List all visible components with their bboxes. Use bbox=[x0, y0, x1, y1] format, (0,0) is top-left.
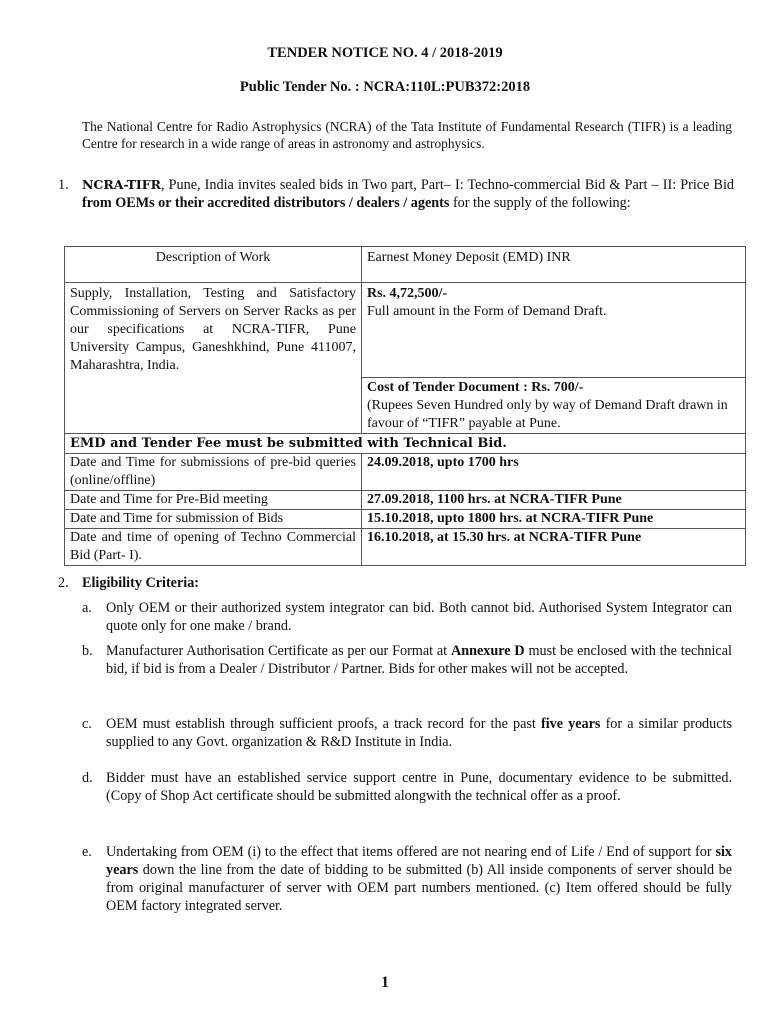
item-1-bold-text: from OEMs or their accredited distributors / dealers / agents bbox=[82, 195, 450, 211]
doc-cost: Cost of Tender Document : Rs. 700/- bbox=[367, 380, 584, 395]
row-value: 15.10.2018, upto 1800 hrs. at NCRA-TIFR Pune bbox=[362, 510, 746, 529]
emd-cell bbox=[362, 283, 746, 378]
table-header-row bbox=[65, 247, 746, 283]
table-row-emd-fee bbox=[65, 434, 746, 454]
row-label: Date and Time for Pre-Bid meeting bbox=[65, 491, 362, 510]
item-1 bbox=[58, 176, 734, 212]
item-1-text-b: for the supply of the following: bbox=[449, 195, 631, 211]
criteria-b-text-a: Manufacturer Authorisation Certificate as per our Format at bbox=[106, 643, 451, 659]
intro-paragraph: The National Centre for Radio Astrophysics (NCRA) of the Tata Institute of Fundamental Research (TIFR) is a leading Centre for research in a wide range of areas in astronomy and astrophysics. bbox=[82, 119, 732, 151]
doc-cost-note: (Rupees Seven Hundred only by way of Demand Draft drawn in favour of “TIFR” payable at Pune. bbox=[367, 398, 728, 431]
row-value: 16.10.2018, at 15.30 hrs. at NCRA-TIFR Pune bbox=[362, 529, 746, 566]
emd-amount: Rs. 4,72,500/- bbox=[367, 286, 448, 301]
emd-fee-note: EMD and Tender Fee must be submitted with Technical Bid. bbox=[65, 434, 746, 454]
criteria-e-text-b: down the line from the date of bidding to be submitted (b) All inside components of server should be from original manufacturer of server with OEM part numbers mentioned. (c) Item offered should be fully OEM factory integrated server. bbox=[106, 862, 732, 914]
section-2 bbox=[58, 574, 738, 592]
item-1-text-a: , Pune, India invites sealed bids in Two part, Part– I: Techno-commercial Bid & Part – II: Price Bid bbox=[161, 177, 734, 193]
table-row bbox=[65, 491, 746, 510]
section-2-heading: Eligibility Criteria: bbox=[82, 575, 200, 591]
table-row bbox=[65, 454, 746, 491]
five-years: five years bbox=[540, 716, 601, 732]
criteria-text bbox=[106, 843, 732, 915]
criteria-letter: c. bbox=[82, 716, 92, 732]
work-description: Supply, Installation, Testing and Satisfactory Commissioning of Servers on Server Racks as per our specifications at NCRA-TIFR, Pune University Campus, Ganeshkhind, Pune 411007, Maharashtra, India. bbox=[65, 283, 362, 434]
row-label: Date and Time for submission of Bids bbox=[65, 510, 362, 529]
criteria-c-text-b: for a similar products supplied to any Govt. organization & R&D Institute in India. bbox=[106, 716, 732, 750]
section-2-number: 2. bbox=[58, 575, 69, 591]
row-value: 24.09.2018, upto 1700 hrs bbox=[362, 454, 746, 491]
criteria-e-text-a: Undertaking from OEM (i) to the effect that items offered are not nearing end of Life / End of support for bbox=[106, 844, 716, 860]
annexure-ref: Annexure D bbox=[450, 643, 525, 659]
criteria-text bbox=[106, 715, 732, 751]
criteria-c-text-a: OEM must establish through sufficient proofs, a track record for the past bbox=[106, 716, 541, 732]
table-row bbox=[65, 529, 746, 566]
criteria-d bbox=[82, 769, 732, 805]
criteria-text: Only OEM or their authorized system integrator can bid. Both cannot bid. Authorised System Integrator can quote only for one make / brand. bbox=[106, 600, 732, 634]
doc-cost-cell bbox=[362, 378, 746, 434]
public-tender-number: Public Tender No. : NCRA:110L:PUB372:2018 bbox=[239, 79, 531, 95]
table-row bbox=[65, 510, 746, 529]
emd-note: Full amount in the Form of Demand Draft. bbox=[367, 304, 607, 319]
criteria-b-text-b: must be enclosed with the technical bid, if bid is from a Dealer / Distributor / Partner. Bids for other makes will not be accepted. bbox=[106, 643, 732, 677]
six-years: six years bbox=[106, 844, 732, 878]
criteria-text bbox=[106, 642, 732, 678]
page-number: 1 bbox=[381, 974, 389, 991]
criteria-letter: b. bbox=[82, 643, 93, 659]
org-name: NCRA-TIFR bbox=[82, 177, 161, 192]
criteria-e bbox=[82, 843, 732, 915]
criteria-letter: d. bbox=[82, 770, 93, 786]
row-label: Date and Time for submissions of pre-bid queries (online/offline) bbox=[65, 454, 362, 491]
row-label: Date and time of opening of Techno Commercial Bid (Part- I). bbox=[65, 529, 362, 566]
document-title: TENDER NOTICE NO. 4 / 2018-2019 bbox=[267, 45, 503, 61]
item-1-text bbox=[82, 176, 734, 212]
criteria-text: Bidder must have an established service support centre in Pune, documentary evidence to be submitted. (Copy of Shop Act certificate should be submitted alongwith the technical offer as a proof. bbox=[106, 770, 732, 804]
header-emd: Earnest Money Deposit (EMD) INR bbox=[362, 247, 746, 283]
criteria-c bbox=[82, 715, 732, 751]
header-description: Description of Work bbox=[65, 247, 362, 283]
table-row-work bbox=[65, 283, 746, 378]
criteria-b bbox=[82, 642, 732, 678]
tender-table bbox=[64, 246, 746, 566]
criteria-letter: e. bbox=[82, 844, 92, 860]
criteria-a bbox=[82, 599, 732, 635]
criteria-letter: a. bbox=[82, 600, 92, 616]
item-1-number: 1. bbox=[58, 177, 69, 193]
row-value: 27.09.2018, 1100 hrs. at NCRA-TIFR Pune bbox=[362, 491, 746, 510]
